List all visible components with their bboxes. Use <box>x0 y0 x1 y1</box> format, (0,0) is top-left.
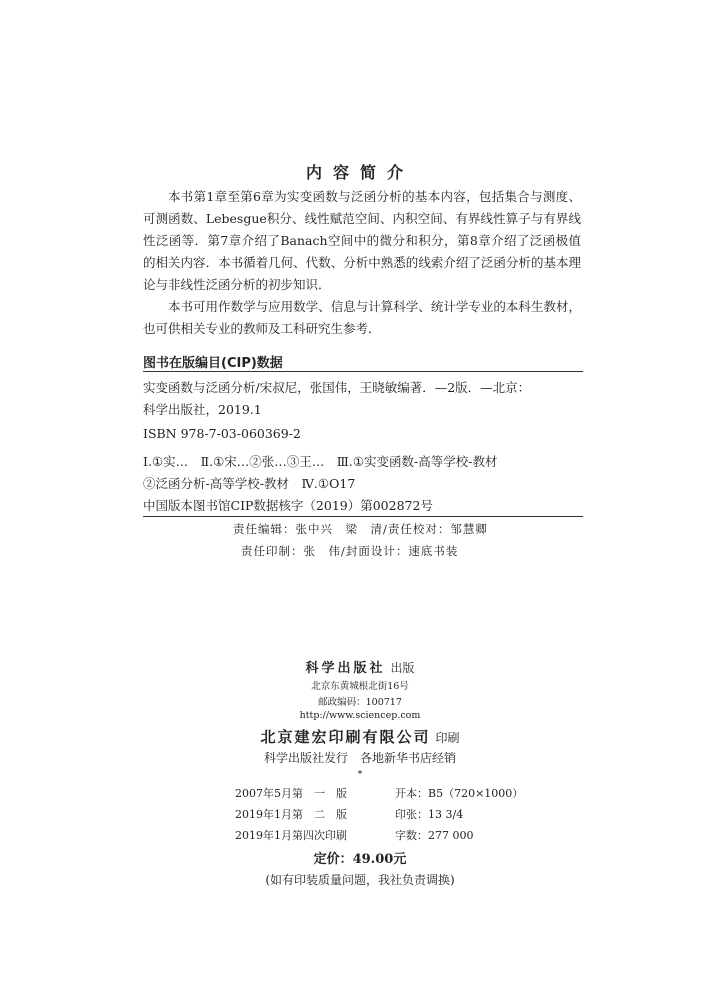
edition-row <box>235 785 523 801</box>
abstract-paragraph-2: 本书可用作数学与应用数学、信息与计算科学、统计学专业的本科生教材，也可供相关专业的教师及工科研究生参考． <box>143 299 581 336</box>
edition-text: 2019年1月第 二 版 <box>235 808 347 821</box>
abstract-paragraph-1: 本书第1章至第6章为实变函数与泛函分析的基本内容，包括集合与测度、可测函数、Lebesgue积分、线性赋范空间、内积空间、有界线性算子与有界线性泛函等．第7章介绍了Banach空间中的微分和积分，第8章介绍了泛函极值的相关内容．本书循着几何、代数、分析中熟悉的线索介绍了泛函分析的基本理论与非线性泛函分析的初步知识． <box>143 189 581 292</box>
abstract-body <box>143 186 581 340</box>
edition-row <box>235 806 463 822</box>
printer-name: 北京建宏印刷有限公司 <box>260 728 431 746</box>
cip-line-1: 实变函数与泛函分析/宋叔尼，张国伟，王晓敏编著．—2版．—北京： <box>143 380 531 395</box>
edition-info: 开本：B5（720×1000） <box>395 787 524 800</box>
cip-heading: 图书在版编目(CIP)数据 <box>143 356 283 371</box>
printer-line <box>0 726 720 747</box>
publisher-postcode: 邮政编码：100717 <box>318 697 402 708</box>
staff-line-1: 责任编辑：张中兴 梁 清/责任校对：邹慧卿 <box>233 522 488 536</box>
cip-isbn: ISBN 978-7-03-060369-2 <box>143 426 301 441</box>
separator-star: * <box>357 769 363 780</box>
edition-info: 印张：13 3/4 <box>395 808 464 821</box>
cip-top-rule <box>143 371 583 372</box>
cip-record-number: 中国版本图书馆CIP数据核字（2019）第002872号 <box>143 498 433 513</box>
cip-line-2: 科学出版社，2019.1 <box>143 402 262 417</box>
publisher-name: 科学出版社 <box>305 661 386 676</box>
cip-class-1: Ⅰ.①实… Ⅱ.①宋…②张…③王… Ⅲ.①实变函数-高等学校-教材 <box>143 454 498 469</box>
edition-text: 2019年1月第四次印刷 <box>235 829 347 842</box>
distribution-line: 科学出版社发行 各地新华书店经销 <box>263 751 456 765</box>
abstract-title: 内容简介 <box>305 163 414 182</box>
edition-info: 字数：277 000 <box>395 829 474 842</box>
price: 定价：49.00元 <box>313 852 407 867</box>
publisher-suffix: 出版 <box>390 661 415 675</box>
publisher-line <box>0 657 720 676</box>
edition-row <box>235 827 474 843</box>
publisher-address: 北京东黄城根北街16号 <box>311 681 409 692</box>
publisher-url: http://www.sciencep.com <box>299 710 421 721</box>
cip-bottom-rule <box>143 516 583 517</box>
staff-line-2: 责任印制：张 伟/封面设计：速底书装 <box>241 544 459 558</box>
quality-note: (如有印装质量问题，我社负责调换) <box>265 873 455 887</box>
cip-class-2: ②泛函分析-高等学校-教材 Ⅳ.①O17 <box>143 476 356 491</box>
edition-text: 2007年5月第 一 版 <box>235 787 347 800</box>
printer-suffix: 印刷 <box>435 731 460 745</box>
